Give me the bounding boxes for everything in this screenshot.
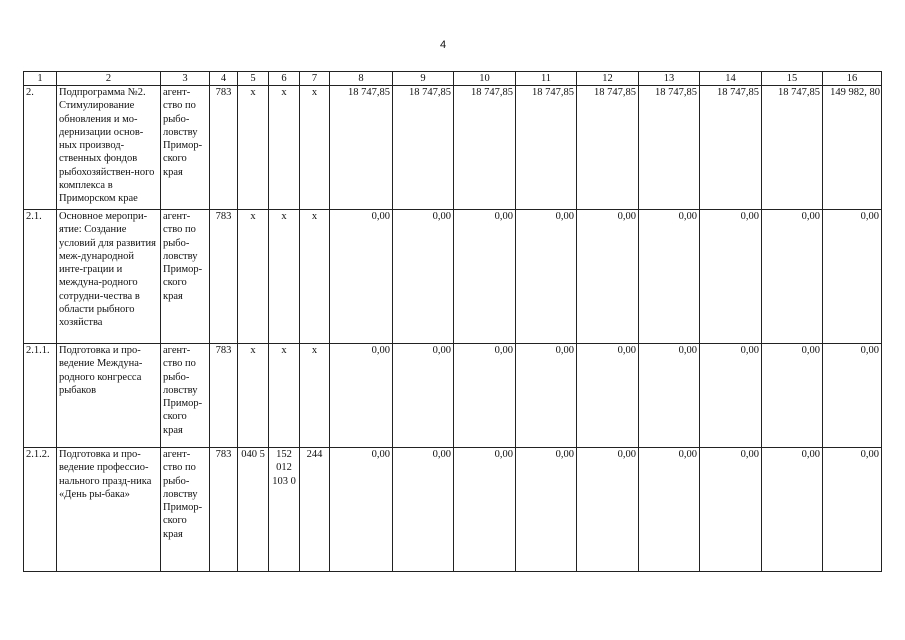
code-col-4: 783 bbox=[210, 86, 238, 210]
column-header-2: 2 bbox=[57, 72, 161, 86]
column-header-7: 7 bbox=[300, 72, 330, 86]
value-col-9: 0,00 bbox=[393, 448, 454, 572]
program-name: Подпрограмма №2. Стимулирование обновления и мо-дернизации основ-ных производ-ственных фондов рыбохозяйствен-ного комплекса в Приморском крае bbox=[57, 86, 161, 210]
value-col-15: 0,00 bbox=[762, 210, 823, 344]
code-col-5: 040 5 bbox=[238, 448, 269, 572]
value-col-13: 0,00 bbox=[639, 448, 700, 572]
column-header-12: 12 bbox=[577, 72, 639, 86]
table-row bbox=[24, 448, 882, 572]
code-col-7: 244 bbox=[300, 448, 330, 572]
value-col-9: 0,00 bbox=[393, 210, 454, 344]
value-col-15: 0,00 bbox=[762, 448, 823, 572]
value-col-11: 18 747,85 bbox=[516, 86, 577, 210]
value-col-8: 0,00 bbox=[330, 210, 393, 344]
table-row bbox=[24, 344, 882, 448]
column-header-11: 11 bbox=[516, 72, 577, 86]
column-header-15: 15 bbox=[762, 72, 823, 86]
column-header-4: 4 bbox=[210, 72, 238, 86]
value-col-9: 18 747,85 bbox=[393, 86, 454, 210]
value-col-12: 0,00 bbox=[577, 448, 639, 572]
value-col-8: 0,00 bbox=[330, 448, 393, 572]
column-header-3: 3 bbox=[161, 72, 210, 86]
value-col-14: 18 747,85 bbox=[700, 86, 762, 210]
value-col-11: 0,00 bbox=[516, 448, 577, 572]
column-header-10: 10 bbox=[454, 72, 516, 86]
code-col-6: x bbox=[269, 344, 300, 448]
value-col-10: 0,00 bbox=[454, 448, 516, 572]
value-col-10: 18 747,85 bbox=[454, 86, 516, 210]
column-header-16: 16 bbox=[823, 72, 882, 86]
code-col-5: x bbox=[238, 344, 269, 448]
code-col-7: x bbox=[300, 344, 330, 448]
value-col-12: 0,00 bbox=[577, 210, 639, 344]
value-col-11: 0,00 bbox=[516, 344, 577, 448]
value-col-15: 18 747,85 bbox=[762, 86, 823, 210]
value-col-16: 0,00 bbox=[823, 210, 882, 344]
value-col-9: 0,00 bbox=[393, 344, 454, 448]
value-col-12: 18 747,85 bbox=[577, 86, 639, 210]
budget-table bbox=[23, 71, 882, 572]
executor: агент-ство по рыбо-ловству Примор-ского края bbox=[161, 210, 210, 344]
code-col-7: x bbox=[300, 86, 330, 210]
table-header bbox=[24, 72, 882, 86]
row-number: 2.1. bbox=[24, 210, 57, 344]
value-col-10: 0,00 bbox=[454, 210, 516, 344]
column-header-14: 14 bbox=[700, 72, 762, 86]
program-name: Подготовка и про-ведение профессио-нального празд-ника «День ры-бака» bbox=[57, 448, 161, 572]
value-col-13: 18 747,85 bbox=[639, 86, 700, 210]
code-col-5: x bbox=[238, 210, 269, 344]
value-col-13: 0,00 bbox=[639, 344, 700, 448]
row-number: 2.1.2. bbox=[24, 448, 57, 572]
column-header-5: 5 bbox=[238, 72, 269, 86]
value-col-8: 18 747,85 bbox=[330, 86, 393, 210]
value-col-10: 0,00 bbox=[454, 344, 516, 448]
row-number: 2. bbox=[24, 86, 57, 210]
code-col-5: x bbox=[238, 86, 269, 210]
value-col-13: 0,00 bbox=[639, 210, 700, 344]
row-number: 2.1.1. bbox=[24, 344, 57, 448]
value-col-12: 0,00 bbox=[577, 344, 639, 448]
page-number: 4 bbox=[440, 39, 447, 51]
code-col-6: 152 012 103 0 bbox=[269, 448, 300, 572]
table-row bbox=[24, 210, 882, 344]
value-col-15: 0,00 bbox=[762, 344, 823, 448]
value-col-8: 0,00 bbox=[330, 344, 393, 448]
code-col-6: x bbox=[269, 86, 300, 210]
header-row bbox=[24, 72, 882, 86]
value-col-14: 0,00 bbox=[700, 344, 762, 448]
value-col-16: 0,00 bbox=[823, 448, 882, 572]
executor: агент-ство по рыбо-ловству Примор-ского края bbox=[161, 448, 210, 572]
column-header-9: 9 bbox=[393, 72, 454, 86]
column-header-6: 6 bbox=[269, 72, 300, 86]
code-col-4: 783 bbox=[210, 344, 238, 448]
code-col-7: x bbox=[300, 210, 330, 344]
executor: агент-ство по рыбо-ловству Примор-ского края bbox=[161, 86, 210, 210]
value-col-16: 0,00 bbox=[823, 344, 882, 448]
value-col-16: 149 982, 80 bbox=[823, 86, 882, 210]
code-col-6: x bbox=[269, 210, 300, 344]
code-col-4: 783 bbox=[210, 448, 238, 572]
value-col-14: 0,00 bbox=[700, 448, 762, 572]
column-header-8: 8 bbox=[330, 72, 393, 86]
code-col-4: 783 bbox=[210, 210, 238, 344]
value-col-14: 0,00 bbox=[700, 210, 762, 344]
executor: агент-ство по рыбо-ловству Примор-ского края bbox=[161, 344, 210, 448]
program-name: Основное меропри-ятие: Создание условий для развития меж-дународной инте-грации и междуна-родного сотрудни-чества в области рыбного хозяйства bbox=[57, 210, 161, 344]
value-col-11: 0,00 bbox=[516, 210, 577, 344]
program-name: Подготовка и про-ведение Междуна-родного конгресса рыбаков bbox=[57, 344, 161, 448]
column-header-1: 1 bbox=[24, 72, 57, 86]
column-header-13: 13 bbox=[639, 72, 700, 86]
table-row bbox=[24, 86, 882, 210]
